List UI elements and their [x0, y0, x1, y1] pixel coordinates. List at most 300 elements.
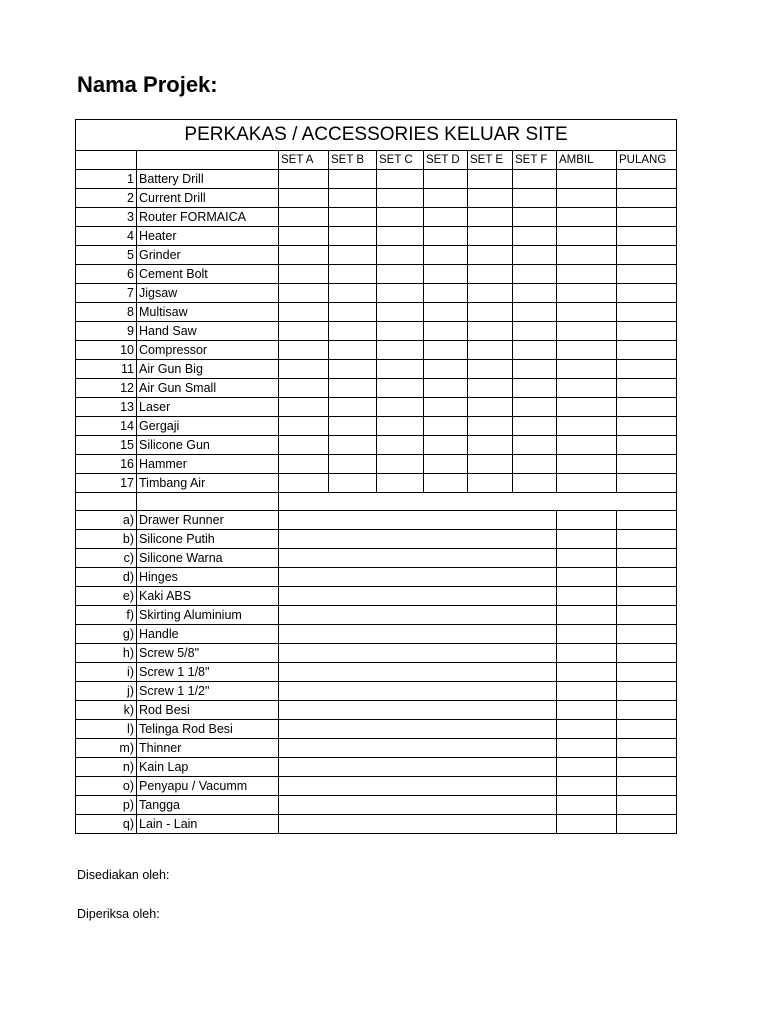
check-cell[interactable]: [617, 606, 677, 625]
check-cell[interactable]: [377, 379, 424, 398]
check-cell[interactable]: [279, 265, 329, 284]
accessory-row: [76, 530, 677, 549]
check-cell[interactable]: [557, 417, 617, 436]
check-cell[interactable]: [279, 170, 329, 189]
check-cell[interactable]: [617, 549, 677, 568]
check-cell[interactable]: [279, 208, 329, 227]
item-name: Handle: [137, 625, 279, 644]
check-cell[interactable]: [513, 436, 557, 455]
check-cell[interactable]: [513, 455, 557, 474]
check-cell[interactable]: [557, 549, 617, 568]
item-name: Silicone Warna: [137, 549, 279, 568]
check-cell[interactable]: [557, 606, 617, 625]
check-cell[interactable]: [617, 227, 677, 246]
merged-set-cell[interactable]: [279, 815, 557, 834]
check-cell[interactable]: [377, 455, 424, 474]
row-number: 8: [76, 303, 137, 322]
check-cell[interactable]: [424, 341, 468, 360]
item-name: Screw 1 1/2": [137, 682, 279, 701]
header-blank-no: [76, 151, 137, 170]
check-cell[interactable]: [329, 303, 377, 322]
merged-set-cell[interactable]: [279, 701, 557, 720]
check-cell[interactable]: [329, 417, 377, 436]
check-cell[interactable]: [329, 284, 377, 303]
row-number: 14: [76, 417, 137, 436]
row-number: 11: [76, 360, 137, 379]
check-cell[interactable]: [513, 170, 557, 189]
accessory-row: [76, 606, 677, 625]
item-name: Battery Drill: [137, 170, 279, 189]
item-name: Penyapu / Vacumm: [137, 777, 279, 796]
check-cell[interactable]: [617, 739, 677, 758]
check-cell[interactable]: [617, 265, 677, 284]
merged-set-cell[interactable]: [279, 549, 557, 568]
check-cell[interactable]: [424, 170, 468, 189]
item-name: Air Gun Small: [137, 379, 279, 398]
accessory-row: [76, 682, 677, 701]
check-cell[interactable]: [557, 189, 617, 208]
check-cell[interactable]: [557, 739, 617, 758]
row-number: 10: [76, 341, 137, 360]
check-cell[interactable]: [617, 417, 677, 436]
tool-row: [76, 170, 677, 189]
check-cell[interactable]: [377, 246, 424, 265]
check-cell[interactable]: [329, 474, 377, 493]
row-letter: q): [76, 815, 137, 834]
check-cell[interactable]: [557, 758, 617, 777]
item-name: Tangga: [137, 796, 279, 815]
prepared-by-label: Disediakan oleh:: [77, 868, 170, 882]
check-cell[interactable]: [279, 303, 329, 322]
row-letter: o): [76, 777, 137, 796]
check-cell[interactable]: [468, 379, 513, 398]
item-name: Router FORMAICA: [137, 208, 279, 227]
check-cell[interactable]: [617, 511, 677, 530]
check-cell[interactable]: [377, 303, 424, 322]
tool-row: [76, 379, 677, 398]
check-cell[interactable]: [557, 796, 617, 815]
item-name: Skirting Aluminium: [137, 606, 279, 625]
item-name: Laser: [137, 398, 279, 417]
check-cell[interactable]: [557, 170, 617, 189]
check-cell[interactable]: [513, 303, 557, 322]
check-cell[interactable]: [279, 436, 329, 455]
check-cell[interactable]: [513, 341, 557, 360]
column-header: AMBIL: [557, 151, 617, 170]
item-name: Grinder: [137, 246, 279, 265]
check-cell[interactable]: [557, 360, 617, 379]
check-cell[interactable]: [557, 208, 617, 227]
check-cell[interactable]: [617, 455, 677, 474]
row-number: 17: [76, 474, 137, 493]
merged-set-cell[interactable]: [279, 663, 557, 682]
item-name: Jigsaw: [137, 284, 279, 303]
check-cell[interactable]: [513, 360, 557, 379]
check-cell[interactable]: [377, 474, 424, 493]
check-cell[interactable]: [513, 398, 557, 417]
check-cell[interactable]: [329, 455, 377, 474]
item-name: Hinges: [137, 568, 279, 587]
tool-row: [76, 246, 677, 265]
tool-row: [76, 208, 677, 227]
accessory-row: [76, 549, 677, 568]
column-header: SET B: [329, 151, 377, 170]
check-cell[interactable]: [468, 322, 513, 341]
item-name: Cement Bolt: [137, 265, 279, 284]
merged-set-cell[interactable]: [279, 568, 557, 587]
check-cell[interactable]: [329, 265, 377, 284]
item-name: Lain - Lain: [137, 815, 279, 834]
column-header: SET D: [424, 151, 468, 170]
check-cell[interactable]: [329, 170, 377, 189]
row-letter: b): [76, 530, 137, 549]
item-name: Air Gun Big: [137, 360, 279, 379]
check-cell[interactable]: [557, 227, 617, 246]
check-cell[interactable]: [617, 815, 677, 834]
check-cell[interactable]: [617, 644, 677, 663]
check-cell[interactable]: [617, 682, 677, 701]
accessory-row: [76, 777, 677, 796]
row-number: 16: [76, 455, 137, 474]
check-cell[interactable]: [513, 227, 557, 246]
checked-by-label: Diperiksa oleh:: [77, 907, 160, 921]
row-number: 15: [76, 436, 137, 455]
check-cell[interactable]: [279, 189, 329, 208]
tool-row: [76, 189, 677, 208]
row-number: 4: [76, 227, 137, 246]
accessory-row: [76, 511, 677, 530]
check-cell[interactable]: [557, 246, 617, 265]
check-cell[interactable]: [617, 341, 677, 360]
row-number: 12: [76, 379, 137, 398]
check-cell[interactable]: [424, 379, 468, 398]
accessory-row: [76, 625, 677, 644]
tool-row: [76, 303, 677, 322]
merged-set-cell[interactable]: [279, 682, 557, 701]
check-cell[interactable]: [377, 189, 424, 208]
row-number: 9: [76, 322, 137, 341]
spacer-cell: [76, 493, 137, 511]
merged-set-cell[interactable]: [279, 777, 557, 796]
check-cell[interactable]: [424, 284, 468, 303]
check-cell[interactable]: [329, 379, 377, 398]
check-cell[interactable]: [329, 341, 377, 360]
check-cell[interactable]: [557, 379, 617, 398]
check-cell[interactable]: [617, 587, 677, 606]
row-letter: n): [76, 758, 137, 777]
row-letter: k): [76, 701, 137, 720]
tool-row: [76, 227, 677, 246]
check-cell[interactable]: [424, 455, 468, 474]
check-cell[interactable]: [617, 360, 677, 379]
accessory-row: [76, 796, 677, 815]
check-cell[interactable]: [279, 284, 329, 303]
check-cell[interactable]: [279, 360, 329, 379]
check-cell[interactable]: [557, 701, 617, 720]
row-number: 1: [76, 170, 137, 189]
accessory-row: [76, 739, 677, 758]
check-cell[interactable]: [513, 474, 557, 493]
check-cell[interactable]: [513, 246, 557, 265]
check-cell[interactable]: [329, 360, 377, 379]
item-name: Silicone Putih: [137, 530, 279, 549]
item-name: Multisaw: [137, 303, 279, 322]
item-name: Screw 1 1/8": [137, 663, 279, 682]
check-cell[interactable]: [557, 530, 617, 549]
check-cell[interactable]: [377, 265, 424, 284]
check-cell[interactable]: [279, 341, 329, 360]
check-cell[interactable]: [424, 417, 468, 436]
check-cell[interactable]: [617, 303, 677, 322]
check-cell[interactable]: [617, 777, 677, 796]
check-cell[interactable]: [617, 720, 677, 739]
check-cell[interactable]: [557, 303, 617, 322]
check-cell[interactable]: [513, 417, 557, 436]
tool-row: [76, 265, 677, 284]
check-cell[interactable]: [557, 284, 617, 303]
merged-set-cell[interactable]: [279, 587, 557, 606]
tool-row: [76, 341, 677, 360]
spacer-cell: [279, 493, 677, 511]
check-cell[interactable]: [557, 341, 617, 360]
check-cell[interactable]: [468, 398, 513, 417]
tool-row: [76, 417, 677, 436]
tool-row: [76, 284, 677, 303]
merged-set-cell[interactable]: [279, 530, 557, 549]
check-cell[interactable]: [377, 170, 424, 189]
check-cell[interactable]: [329, 189, 377, 208]
row-letter: j): [76, 682, 137, 701]
check-cell[interactable]: [617, 568, 677, 587]
check-cell[interactable]: [513, 379, 557, 398]
check-cell[interactable]: [468, 474, 513, 493]
check-cell[interactable]: [617, 189, 677, 208]
item-name: Heater: [137, 227, 279, 246]
check-cell[interactable]: [557, 663, 617, 682]
merged-set-cell[interactable]: [279, 758, 557, 777]
tool-row: [76, 436, 677, 455]
spacer-cell: [137, 493, 279, 511]
spacer-row: [76, 493, 677, 511]
check-cell[interactable]: [617, 796, 677, 815]
row-letter: p): [76, 796, 137, 815]
check-cell[interactable]: [377, 436, 424, 455]
header-blank-item: [137, 151, 279, 170]
check-cell[interactable]: [468, 170, 513, 189]
row-number: 2: [76, 189, 137, 208]
merged-set-cell[interactable]: [279, 796, 557, 815]
check-cell[interactable]: [377, 341, 424, 360]
check-cell[interactable]: [377, 360, 424, 379]
check-cell[interactable]: [377, 417, 424, 436]
table-title: PERKAKAS / ACCESSORIES KELUAR SITE: [76, 120, 677, 151]
check-cell[interactable]: [329, 208, 377, 227]
check-cell[interactable]: [468, 436, 513, 455]
check-cell[interactable]: [557, 587, 617, 606]
row-number: 6: [76, 265, 137, 284]
check-cell[interactable]: [617, 170, 677, 189]
check-cell[interactable]: [557, 474, 617, 493]
accessory-row: [76, 720, 677, 739]
merged-set-cell[interactable]: [279, 739, 557, 758]
check-cell[interactable]: [513, 189, 557, 208]
check-cell[interactable]: [424, 265, 468, 284]
item-name: Screw 5/8": [137, 644, 279, 663]
check-cell[interactable]: [617, 398, 677, 417]
check-cell[interactable]: [279, 322, 329, 341]
row-number: 7: [76, 284, 137, 303]
check-cell[interactable]: [617, 758, 677, 777]
check-cell[interactable]: [557, 777, 617, 796]
check-cell[interactable]: [377, 322, 424, 341]
accessory-row: [76, 568, 677, 587]
check-cell[interactable]: [468, 455, 513, 474]
row-letter: d): [76, 568, 137, 587]
row-letter: a): [76, 511, 137, 530]
check-cell[interactable]: [279, 379, 329, 398]
check-cell[interactable]: [468, 341, 513, 360]
merged-set-cell[interactable]: [279, 511, 557, 530]
row-letter: i): [76, 663, 137, 682]
item-name: Timbang Air: [137, 474, 279, 493]
check-cell[interactable]: [468, 303, 513, 322]
check-cell[interactable]: [377, 284, 424, 303]
item-name: Telinga Rod Besi: [137, 720, 279, 739]
check-cell[interactable]: [557, 568, 617, 587]
check-cell[interactable]: [329, 322, 377, 341]
check-cell[interactable]: [424, 227, 468, 246]
check-cell[interactable]: [468, 227, 513, 246]
check-cell[interactable]: [377, 227, 424, 246]
check-cell[interactable]: [557, 511, 617, 530]
check-cell[interactable]: [424, 322, 468, 341]
item-name: Silicone Gun: [137, 436, 279, 455]
item-name: Rod Besi: [137, 701, 279, 720]
item-name: Drawer Runner: [137, 511, 279, 530]
check-cell[interactable]: [617, 322, 677, 341]
check-cell[interactable]: [617, 701, 677, 720]
check-cell[interactable]: [513, 265, 557, 284]
row-letter: g): [76, 625, 137, 644]
check-cell[interactable]: [279, 474, 329, 493]
tool-row: [76, 398, 677, 417]
item-name: Kain Lap: [137, 758, 279, 777]
check-cell[interactable]: [513, 208, 557, 227]
check-cell[interactable]: [279, 417, 329, 436]
column-header: SET E: [468, 151, 513, 170]
row-letter: c): [76, 549, 137, 568]
check-cell[interactable]: [468, 360, 513, 379]
column-header: SET F: [513, 151, 557, 170]
check-cell[interactable]: [557, 398, 617, 417]
check-cell[interactable]: [617, 208, 677, 227]
check-cell[interactable]: [557, 815, 617, 834]
check-cell[interactable]: [329, 398, 377, 417]
check-cell[interactable]: [468, 284, 513, 303]
row-letter: l): [76, 720, 137, 739]
check-cell[interactable]: [557, 322, 617, 341]
check-cell[interactable]: [513, 284, 557, 303]
item-name: Current Drill: [137, 189, 279, 208]
page-title: Nama Projek:: [77, 72, 218, 97]
check-cell[interactable]: [468, 265, 513, 284]
row-number: 13: [76, 398, 137, 417]
check-cell[interactable]: [424, 246, 468, 265]
check-cell[interactable]: [468, 189, 513, 208]
check-cell[interactable]: [617, 663, 677, 682]
check-cell[interactable]: [424, 208, 468, 227]
check-cell[interactable]: [617, 530, 677, 549]
check-cell[interactable]: [468, 208, 513, 227]
check-cell[interactable]: [377, 398, 424, 417]
column-header: SET A: [279, 151, 329, 170]
check-cell[interactable]: [468, 246, 513, 265]
check-cell[interactable]: [279, 246, 329, 265]
row-letter: e): [76, 587, 137, 606]
tool-row: [76, 322, 677, 341]
check-cell[interactable]: [468, 417, 513, 436]
row-letter: h): [76, 644, 137, 663]
check-cell[interactable]: [424, 303, 468, 322]
check-cell[interactable]: [424, 474, 468, 493]
check-cell[interactable]: [513, 322, 557, 341]
check-cell[interactable]: [329, 227, 377, 246]
check-cell[interactable]: [557, 625, 617, 644]
item-name: Thinner: [137, 739, 279, 758]
check-cell[interactable]: [617, 436, 677, 455]
check-cell[interactable]: [617, 379, 677, 398]
check-cell[interactable]: [617, 625, 677, 644]
check-cell[interactable]: [557, 265, 617, 284]
merged-set-cell[interactable]: [279, 625, 557, 644]
check-cell[interactable]: [617, 284, 677, 303]
accessory-row: [76, 644, 677, 663]
check-cell[interactable]: [329, 246, 377, 265]
column-header-row: [76, 151, 677, 170]
check-cell[interactable]: [279, 398, 329, 417]
tool-row: [76, 474, 677, 493]
accessory-row: [76, 663, 677, 682]
check-cell[interactable]: [279, 455, 329, 474]
check-cell[interactable]: [424, 360, 468, 379]
check-cell[interactable]: [557, 720, 617, 739]
check-cell[interactable]: [424, 189, 468, 208]
accessory-row: [76, 587, 677, 606]
check-cell[interactable]: [424, 398, 468, 417]
column-header: PULANG: [617, 151, 677, 170]
accessory-row: [76, 815, 677, 834]
merged-set-cell[interactable]: [279, 606, 557, 625]
row-number: 5: [76, 246, 137, 265]
item-name: Compressor: [137, 341, 279, 360]
accessory-row: [76, 758, 677, 777]
tool-row: [76, 360, 677, 379]
accessory-row: [76, 701, 677, 720]
merged-set-cell[interactable]: [279, 644, 557, 663]
check-cell[interactable]: [329, 436, 377, 455]
check-cell[interactable]: [557, 682, 617, 701]
check-cell[interactable]: [377, 208, 424, 227]
check-cell[interactable]: [617, 246, 677, 265]
merged-set-cell[interactable]: [279, 720, 557, 739]
check-cell[interactable]: [557, 436, 617, 455]
check-cell[interactable]: [424, 436, 468, 455]
check-cell[interactable]: [617, 474, 677, 493]
check-cell[interactable]: [557, 644, 617, 663]
check-cell[interactable]: [557, 455, 617, 474]
check-cell[interactable]: [279, 227, 329, 246]
item-name: Hand Saw: [137, 322, 279, 341]
